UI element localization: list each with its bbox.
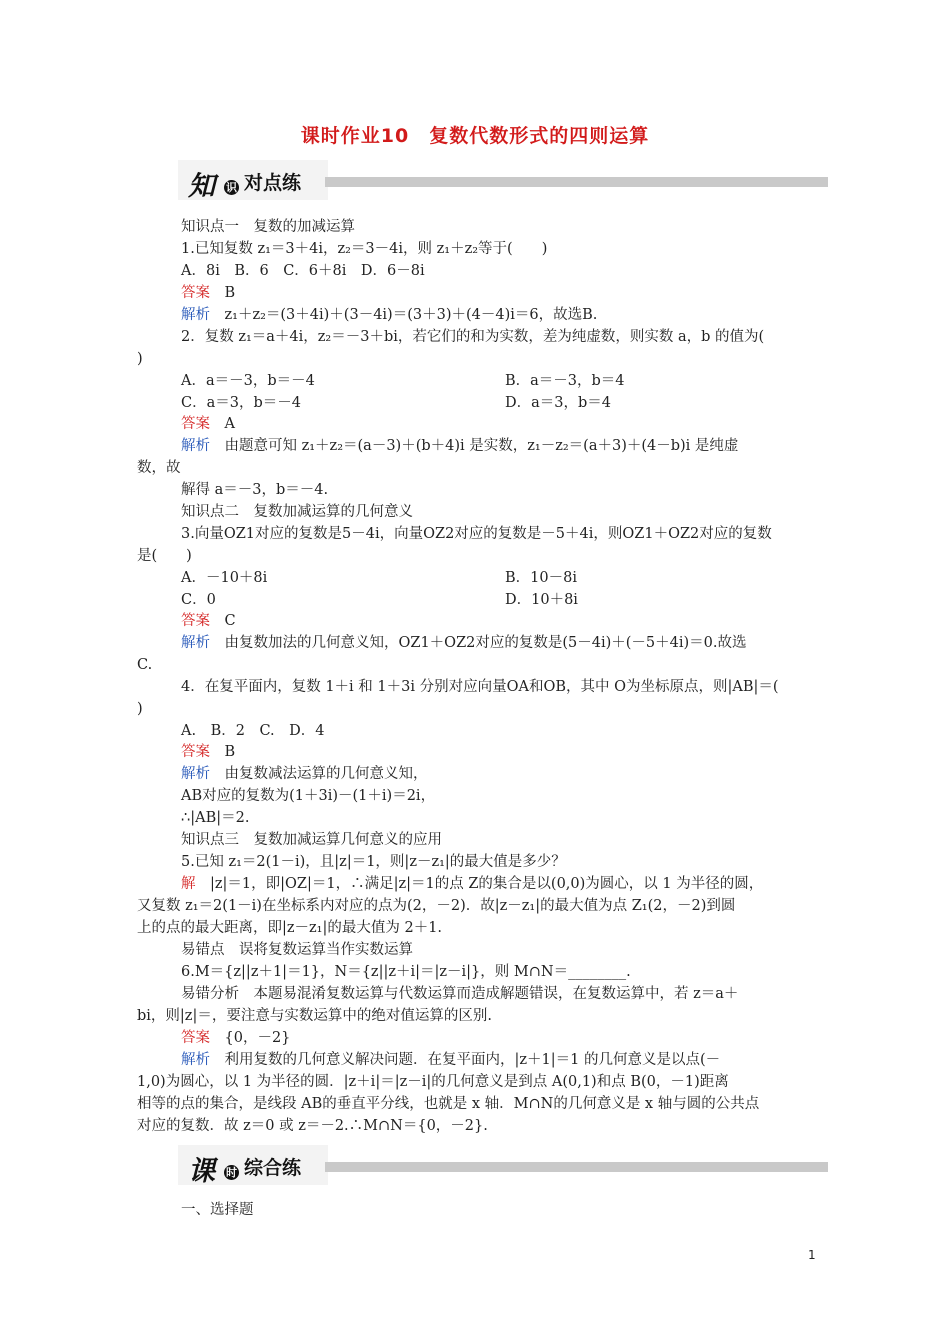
banner-glyph-small: 时 (226, 1166, 237, 1179)
analysis-tag: 解析 (181, 1052, 210, 1068)
page-number: 1 (808, 1248, 816, 1262)
banner-glyph-small: 识 (226, 181, 237, 194)
question-4-cont: ) (137, 701, 143, 717)
analysis-6-line2: 1,0)为圆心，以 1 为半径的圆．|z＋i|＝|z－i|的几何意义是到点 A(0,1)和点 B(0，－1)距离 (137, 1074, 729, 1090)
section-banner-practice (178, 160, 828, 200)
answer-tag: 答案 (181, 613, 210, 629)
analysis-1 (181, 305, 597, 325)
question-5: 5.已知 z₁＝2(1－i)，且|z|＝1，则|z－z₁|的最大值是多少？ (181, 854, 566, 870)
analysis-text: z₁＋z₂＝(3＋4i)＋(3－4i)＝(3＋3)＋(4－4)i＝6，故选B. (224, 307, 598, 323)
analysis-2-solve: 解得 a＝－3，b＝－4. (181, 482, 329, 498)
option-b: B．10－8i (505, 570, 577, 586)
analysis-3 (181, 633, 747, 653)
answer-value: A (224, 416, 235, 432)
analysis-tag: 解析 (181, 766, 210, 782)
solution-text: |z|＝1，即|OZ|＝1，∴满足|z|＝1的点 Z的集合是以(0,0)为圆心，以 1 为半径的圆， (210, 876, 764, 892)
analysis-4-line2: AB对应的复数为(1＋3i)－(1＋i)＝2i， (181, 788, 436, 804)
answer-value: B (224, 285, 236, 301)
analysis-6-line4: 对应的复数．故 z＝0 或 z＝－2.∴M∩N＝{0，－2}. (137, 1118, 488, 1134)
option-c: C．a＝3，b＝－4 (181, 395, 301, 411)
question-1-options: A．8i B．6 C．6＋8i D．6－8i (181, 263, 425, 279)
error-analysis: 易错分析 本题易混淆复数运算与代数运算而造成解题错误，在复数运算中，若 z＝a＋ (181, 986, 739, 1002)
solution-5-line2: 又复数 z₁＝2(1－i)在坐标系内对应的点为(2，－2)．故|z－z₁|的最大值为点 Z₁(2，－2)到圆 (137, 898, 736, 914)
analysis-tag: 解析 (181, 307, 210, 323)
analysis-2 (181, 436, 738, 456)
answer-2 (181, 414, 235, 434)
answer-value: B (224, 744, 236, 760)
knowledge-point-3: 知识点三 复数加减运算几何意义的应用 (181, 832, 442, 848)
analysis-text: 利用复数的几何意义解决问题．在复平面内，|z＋1|＝1 的几何意义是以点(－ (224, 1052, 721, 1068)
analysis-tag: 解析 (181, 438, 210, 454)
question-1: 1.已知复数 z₁＝3＋4i，z₂＝3－4i，则 z₁＋z₂等于( ) (181, 241, 548, 257)
answer-1 (181, 283, 235, 303)
banner-label: 综合练 (244, 1157, 302, 1179)
question-4: 4．在复平面内，复数 1＋i 和 1＋3i 分别对应向量OA和OB，其中 O为坐标原点，则|AB|＝( (181, 679, 779, 695)
option-a: A．－10＋8i (181, 570, 268, 586)
banner-label: 对点练 (244, 172, 302, 194)
answer-value: {0，－2} (224, 1030, 291, 1046)
analysis-3-cont: C. (137, 657, 153, 673)
analysis-tag: 解析 (181, 635, 210, 651)
question-6: 6.M＝{z||z＋1|＝1}，N＝{z||z＋i|＝|z－i|}，则 M∩N＝________. (181, 964, 631, 980)
question-2: 2．复数 z₁＝a＋4i，z₂＝－3＋bi，若它们的和为实数，差为纯虚数，则实数 a，b 的值为( (181, 329, 765, 345)
analysis-2-cont: 数，故 (137, 460, 181, 476)
analysis-4 (181, 764, 428, 784)
analysis-6-line3: 相等的点的集合，是线段 AB的垂直平分线，也就是 x 轴．M∩N的几何意义是 x 轴与圆的公共点 (137, 1096, 760, 1112)
section-heading: 一、选择题 (181, 1202, 254, 1218)
question-3: 3.向量OZ1对应的复数是5－4i，向量OZ2对应的复数是－5＋4i，则OZ1＋OZ2对应的复数 (181, 526, 772, 542)
page-title: 课时作业10 复数代数形式的四则运算 (300, 125, 650, 147)
option-c: C．0 (181, 592, 216, 608)
solution-tag: 解 (181, 876, 196, 892)
analysis-text: 由复数加法的几何意义知，OZ1＋OZ2对应的复数是(5－4i)＋(－5＋4i)＝0.故选 (224, 635, 747, 651)
answer-tag: 答案 (181, 744, 210, 760)
knowledge-point-1: 知识点一 复数的加减运算 (181, 219, 355, 235)
answer-4 (181, 742, 235, 762)
option-a: A．a＝－3，b＝－4 (181, 373, 315, 389)
knowledge-point-2: 知识点二 复数加减运算的几何意义 (181, 504, 413, 520)
solution-5-line3: 上的点的最大距离，即|z－z₁|的最大值为 2＋1. (137, 920, 443, 936)
analysis-4-line3: ∴|AB|＝2. (181, 810, 250, 826)
banner-glyph: 课 (188, 1156, 215, 1187)
answer-value: C (224, 613, 236, 629)
error-point: 易错点 误将复数运算当作实数运算 (181, 942, 413, 958)
question-3-cont: 是( ) (137, 548, 192, 564)
option-b: B．a＝－3，b＝4 (505, 373, 625, 389)
answer-tag: 答案 (181, 285, 210, 301)
option-d: D．10＋8i (505, 592, 578, 608)
answer-3 (181, 611, 236, 631)
section-banner-comprehensive (178, 1145, 828, 1185)
analysis-text: 由题意可知 z₁＋z₂＝(a－3)＋(b＋4)i 是实数，z₁－z₂＝(a＋3)＋(4－b)i 是纯虚 (224, 438, 739, 454)
answer-tag: 答案 (181, 1030, 210, 1046)
question-4-options: A. B．2 C. D．4 (181, 723, 325, 739)
answer-6 (181, 1028, 290, 1048)
banner-glyph: 知 (188, 171, 215, 202)
solution-5 (181, 874, 763, 894)
option-d: D．a＝3，b＝4 (505, 395, 612, 411)
analysis-6 (181, 1050, 720, 1070)
answer-tag: 答案 (181, 416, 210, 432)
question-2-cont: ) (137, 351, 143, 367)
error-analysis-cont: bi，则|z|＝，要注意与实数运算中的绝对值运算的区别. (137, 1008, 492, 1024)
banner-bar (325, 177, 828, 187)
banner-bar (325, 1162, 828, 1172)
analysis-text: 由复数减法运算的几何意义知， (224, 766, 428, 782)
